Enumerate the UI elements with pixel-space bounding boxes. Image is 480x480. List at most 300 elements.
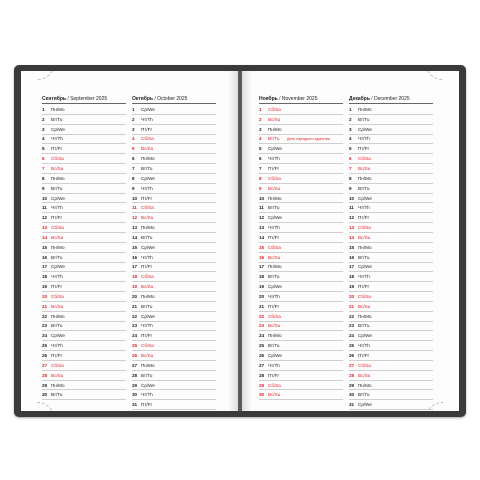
day-number: 14: [349, 234, 355, 240]
day-row: [259, 371, 343, 381]
weekday-label: Вс/Su: [51, 234, 64, 240]
weekday-label: Ср/We: [141, 175, 155, 181]
month-heading: Октябрь / October 2025: [132, 96, 216, 104]
weekday-label: Вс/Su: [358, 372, 371, 378]
month-heading: Сентябрь / September 2025: [42, 96, 126, 104]
weekday-label: Пн/Mo: [358, 106, 372, 112]
day-row: [42, 223, 126, 233]
weekday-label: Ср/We: [358, 126, 372, 132]
day-number: 29: [42, 382, 48, 388]
weekday-label: Пт/Fr: [268, 303, 280, 309]
day-row: [42, 174, 126, 184]
day-row: [259, 243, 343, 253]
day-number: 28: [259, 372, 265, 378]
day-list: [42, 105, 126, 400]
day-row: [259, 390, 343, 400]
weekday-label: Сб/Sa: [358, 362, 371, 368]
weekday-label: Вт/Tu: [141, 234, 153, 240]
weekday-label: Вт/Tu: [358, 185, 370, 191]
day-row: [259, 263, 343, 273]
day-row: [132, 390, 216, 400]
day-row: [132, 213, 216, 223]
day-list: [349, 105, 433, 410]
weekday-label: Пт/Fr: [141, 264, 153, 270]
weekday-label: Пн/Mo: [141, 156, 155, 162]
weekday-label: Вс/Su: [268, 323, 281, 329]
day-number: 25: [132, 343, 138, 349]
day-row: [42, 312, 126, 322]
day-number: 11: [42, 205, 47, 211]
day-number: 21: [42, 303, 48, 309]
day-row: [132, 371, 216, 381]
month-name-ru: Ноябрь: [259, 96, 278, 102]
day-row: [42, 272, 126, 282]
day-number: 3: [42, 126, 45, 132]
weekday-label: Вс/Su: [141, 146, 154, 152]
day-number: 18: [349, 274, 355, 280]
day-number: 7: [259, 165, 262, 171]
day-row: [132, 174, 216, 184]
weekday-label: Чт/Th: [141, 392, 153, 398]
weekday-label: Ср/We: [268, 284, 282, 290]
corner-decoration: [37, 402, 54, 411]
day-number: 10: [42, 195, 48, 201]
day-number: 20: [259, 293, 265, 299]
day-row: [259, 361, 343, 371]
day-number: 13: [42, 225, 48, 231]
day-number: 6: [259, 156, 262, 162]
weekday-label: Сб/Sa: [358, 293, 371, 299]
day-number: 23: [132, 323, 138, 329]
day-row: [259, 203, 343, 213]
day-number: 6: [42, 156, 45, 162]
day-row: [259, 322, 343, 332]
day-number: 14: [259, 234, 265, 240]
weekday-label: Ср/We: [141, 106, 155, 112]
day-number: 8: [132, 175, 135, 181]
day-row: [132, 322, 216, 332]
weekday-label: Пт/Fr: [358, 284, 370, 290]
day-row: [42, 282, 126, 292]
day-row: [349, 125, 433, 135]
day-row: [259, 331, 343, 341]
day-row: [259, 184, 343, 194]
day-row: [349, 194, 433, 204]
day-row: [349, 272, 433, 282]
day-number: 4: [349, 136, 352, 142]
day-number: 12: [349, 215, 355, 221]
day-number: 3: [259, 126, 262, 132]
day-number: 13: [132, 225, 138, 231]
weekday-label: Вт/Tu: [358, 254, 370, 260]
day-row: [349, 263, 433, 273]
weekday-label: Ср/We: [358, 333, 372, 339]
day-row: [42, 371, 126, 381]
month-heading: Ноябрь / November 2025: [259, 96, 343, 104]
weekday-label: Вс/Su: [358, 165, 371, 171]
day-number: 20: [42, 293, 48, 299]
day-list: [259, 105, 343, 400]
day-number: 10: [132, 195, 138, 201]
day-row: [259, 115, 343, 125]
day-number: 16: [132, 254, 138, 260]
weekday-label: Пн/Mo: [51, 382, 65, 388]
holiday-note: День народного единства: [287, 136, 330, 141]
day-number: 24: [349, 333, 355, 339]
day-number: 10: [259, 195, 265, 201]
day-row: [349, 341, 433, 351]
day-row: [132, 282, 216, 292]
day-number: 2: [259, 116, 262, 122]
weekday-label: Вс/Su: [268, 392, 281, 398]
day-number: 6: [132, 156, 135, 162]
day-number: 23: [349, 323, 355, 329]
day-number: 17: [42, 264, 48, 270]
day-row: [349, 223, 433, 233]
weekday-label: Сб/Sa: [268, 244, 281, 250]
day-number: 27: [349, 362, 355, 368]
day-row: [132, 154, 216, 164]
day-row: [259, 253, 343, 263]
day-number: 24: [259, 333, 265, 339]
day-row: [132, 302, 216, 312]
day-number: 26: [42, 353, 48, 359]
day-row: [132, 381, 216, 391]
weekday-label: Пт/Fr: [358, 146, 370, 152]
day-row: [349, 282, 433, 292]
day-row: [42, 341, 126, 351]
weekday-label: Чт/Th: [268, 293, 280, 299]
weekday-label: Вт/Tu: [141, 303, 153, 309]
weekday-label: Пт/Fr: [141, 126, 153, 132]
day-row: [259, 341, 343, 351]
month-name-ru: Декабрь: [349, 96, 370, 102]
day-number: 19: [42, 284, 48, 290]
weekday-label: Чт/Th: [268, 362, 280, 368]
weekday-label: Сб/Sa: [268, 106, 281, 112]
day-row: [349, 312, 433, 322]
weekday-label: Пт/Fr: [358, 215, 370, 221]
day-row: [349, 292, 433, 302]
day-row: [349, 154, 433, 164]
day-number: 20: [349, 293, 355, 299]
day-number: 15: [42, 244, 48, 250]
month-october: [132, 96, 216, 410]
day-number: 28: [42, 372, 48, 378]
day-row: [259, 292, 343, 302]
day-row: [42, 381, 126, 391]
day-row: [132, 253, 216, 263]
day-row: [132, 292, 216, 302]
day-row: [259, 312, 343, 322]
weekday-label: Вт/Tu: [358, 116, 370, 122]
weekday-label: Вс/Su: [268, 185, 281, 191]
day-number: 1: [42, 106, 45, 112]
day-number: 21: [132, 303, 138, 309]
day-row: [349, 233, 433, 243]
day-row: [132, 115, 216, 125]
day-number: 12: [259, 215, 265, 221]
day-row: [259, 135, 343, 145]
weekday-label: Пн/Mo: [141, 362, 155, 368]
day-row: [349, 322, 433, 332]
day-number: 17: [259, 264, 265, 270]
weekday-label: Чт/Th: [358, 136, 370, 142]
weekday-label: Вт/Tu: [51, 254, 63, 260]
weekday-label: Сб/Sa: [141, 274, 154, 280]
day-number: 23: [259, 323, 265, 329]
weekday-label: Пт/Fr: [51, 353, 63, 359]
day-number: 7: [42, 165, 45, 171]
day-row: [132, 144, 216, 154]
day-row: [42, 115, 126, 125]
weekday-label: Вт/Tu: [141, 372, 153, 378]
day-number: 3: [132, 126, 135, 132]
weekday-label: Пт/Fr: [51, 215, 63, 221]
day-number: 4: [42, 136, 45, 142]
weekday-label: Вт/Tu: [51, 323, 63, 329]
weekday-label: Пт/Fr: [141, 333, 153, 339]
day-number: 6: [349, 156, 352, 162]
weekday-label: Сб/Sa: [268, 313, 281, 319]
weekday-label: Пн/Mo: [51, 175, 65, 181]
day-row: [259, 144, 343, 154]
day-number: 1: [259, 106, 262, 112]
weekday-label: Вс/Su: [51, 303, 64, 309]
day-number: 5: [132, 146, 135, 152]
weekday-label: Вс/Su: [51, 372, 64, 378]
month-name-en: December 2025: [374, 96, 410, 102]
day-number: 17: [349, 264, 355, 270]
day-row: [259, 233, 343, 243]
day-number: 26: [259, 353, 265, 359]
day-number: 4: [259, 136, 262, 142]
day-row: [132, 243, 216, 253]
day-number: 30: [132, 392, 138, 398]
day-number: 10: [349, 195, 355, 201]
weekday-label: Чт/Th: [358, 343, 370, 349]
day-row: [349, 302, 433, 312]
month-name-en: September 2025: [70, 96, 108, 102]
weekday-label: Пн/Mo: [51, 244, 65, 250]
weekday-label: Сб/Sa: [141, 343, 154, 349]
weekday-label: Ср/We: [358, 402, 372, 408]
day-row: [349, 184, 433, 194]
month-name-ru: Октябрь: [132, 96, 153, 102]
day-number: 23: [42, 323, 48, 329]
weekday-label: Сб/Sa: [51, 156, 64, 162]
day-row: [42, 213, 126, 223]
day-row: [259, 223, 343, 233]
day-number: 14: [132, 234, 138, 240]
day-row: [259, 154, 343, 164]
day-row: [42, 322, 126, 332]
weekday-label: Вс/Su: [268, 254, 281, 260]
day-number: 29: [259, 382, 265, 388]
day-number: 15: [349, 244, 355, 250]
day-number: 22: [259, 313, 265, 319]
day-row: [132, 164, 216, 174]
day-row: [132, 233, 216, 243]
day-row: [349, 331, 433, 341]
weekday-label: Вт/Tu: [268, 274, 280, 280]
weekday-label: Ср/We: [358, 264, 372, 270]
day-number: 5: [259, 146, 262, 152]
day-number: 7: [349, 165, 352, 171]
day-number: 5: [42, 146, 45, 152]
month-november: [259, 96, 343, 400]
weekday-label: Чт/Th: [141, 323, 153, 329]
weekday-label: Чт/Th: [141, 116, 153, 122]
day-row: [259, 381, 343, 391]
day-row: [349, 371, 433, 381]
weekday-label: Сб/Sa: [268, 382, 281, 388]
day-row: [259, 194, 343, 204]
weekday-label: Чт/Th: [141, 254, 153, 260]
day-number: 26: [349, 353, 355, 359]
day-number: 19: [132, 284, 138, 290]
day-number: 24: [132, 333, 138, 339]
weekday-label: Вт/Tu: [51, 116, 63, 122]
day-number: 9: [42, 185, 45, 191]
weekday-label: Пн/Mo: [268, 195, 282, 201]
weekday-label: Пт/Fr: [268, 234, 280, 240]
day-row: [42, 194, 126, 204]
month-heading: Декабрь / December 2025: [349, 96, 433, 104]
left-page: [21, 71, 238, 411]
weekday-label: Чт/Th: [268, 156, 280, 162]
weekday-label: Чт/Th: [51, 136, 63, 142]
day-number: 15: [259, 244, 265, 250]
day-number: 19: [349, 284, 355, 290]
month-name-en: October 2025: [157, 96, 188, 102]
day-row: [349, 390, 433, 400]
day-row: [42, 203, 126, 213]
day-number: 30: [42, 392, 48, 398]
weekday-label: Пн/Mo: [268, 333, 282, 339]
weekday-label: Сб/Sa: [141, 136, 154, 142]
day-number: 31: [132, 402, 138, 408]
day-row: [349, 164, 433, 174]
weekday-label: Пт/Fr: [141, 402, 153, 408]
weekday-label: Пт/Fr: [51, 284, 63, 290]
day-number: 16: [349, 254, 355, 260]
weekday-label: Ср/We: [141, 382, 155, 388]
weekday-label: Пн/Mo: [358, 244, 372, 250]
day-row: [349, 351, 433, 361]
day-number: 25: [259, 343, 265, 349]
day-number: 9: [349, 185, 352, 191]
weekday-label: Сб/Sa: [141, 205, 154, 211]
day-number: 11: [259, 205, 264, 211]
weekday-label: Ср/We: [268, 353, 282, 359]
day-number: 4: [132, 136, 135, 142]
weekday-label: Чт/Th: [51, 343, 63, 349]
day-row: [132, 184, 216, 194]
weekday-label: Пн/Mo: [141, 225, 155, 231]
day-number: 5: [349, 146, 352, 152]
weekday-label: Пн/Mo: [268, 126, 282, 132]
day-number: 24: [42, 333, 48, 339]
day-number: 8: [42, 175, 45, 181]
weekday-label: Вс/Su: [268, 116, 281, 122]
day-number: 29: [132, 382, 138, 388]
weekday-label: Пт/Fr: [51, 146, 63, 152]
day-number: 15: [132, 244, 138, 250]
day-row: [259, 125, 343, 135]
corner-decoration: [426, 71, 443, 80]
day-row: [42, 351, 126, 361]
day-row: [259, 351, 343, 361]
weekday-label: Вт/Tu: [141, 165, 153, 171]
day-row: [132, 400, 216, 410]
day-number: 29: [349, 382, 355, 388]
day-number: 19: [259, 284, 265, 290]
weekday-label: Вт/Tu: [358, 323, 370, 329]
day-list: [132, 105, 216, 410]
day-number: 22: [349, 313, 355, 319]
weekday-label: Ср/We: [358, 195, 372, 201]
day-row: [259, 174, 343, 184]
day-number: 8: [349, 175, 352, 181]
day-row: [349, 253, 433, 263]
day-number: 11: [132, 205, 137, 211]
day-number: 26: [132, 353, 138, 359]
day-row: [259, 302, 343, 312]
day-row: [42, 135, 126, 145]
day-number: 1: [132, 106, 135, 112]
day-row: [42, 292, 126, 302]
day-number: 22: [42, 313, 48, 319]
day-number: 13: [349, 225, 355, 231]
weekday-label: Ср/We: [268, 146, 282, 152]
day-row: [259, 272, 343, 282]
day-number: 27: [42, 362, 48, 368]
weekday-label: Чт/Th: [51, 274, 63, 280]
day-row: [132, 341, 216, 351]
month-name-ru: Сентябрь: [42, 96, 66, 102]
day-row: [132, 272, 216, 282]
weekday-label: Сб/Sa: [51, 225, 64, 231]
day-number: 9: [259, 185, 262, 191]
weekday-label: Сб/Sa: [51, 362, 64, 368]
day-number: 17: [132, 264, 138, 270]
weekday-label: Пн/Mo: [358, 313, 372, 319]
day-number: 16: [42, 254, 48, 260]
day-number: 27: [259, 362, 265, 368]
day-number: 12: [132, 215, 138, 221]
day-number: 30: [349, 392, 355, 398]
weekday-label: Чт/Th: [51, 205, 63, 211]
day-row: [349, 115, 433, 125]
day-number: 25: [349, 343, 355, 349]
day-row: [259, 105, 343, 115]
weekday-label: Пн/Mo: [358, 175, 372, 181]
weekday-label: Пн/Mo: [51, 106, 65, 112]
day-row: [42, 184, 126, 194]
day-number: 2: [42, 116, 45, 122]
day-row: [349, 243, 433, 253]
day-row: [349, 361, 433, 371]
day-number: 18: [132, 274, 138, 280]
weekday-label: Пн/Mo: [141, 293, 155, 299]
day-row: [42, 361, 126, 371]
weekday-label: Чт/Th: [358, 205, 370, 211]
day-row: [42, 154, 126, 164]
day-row: [132, 125, 216, 135]
weekday-label: Пн/Mo: [268, 264, 282, 270]
day-row: [42, 125, 126, 135]
